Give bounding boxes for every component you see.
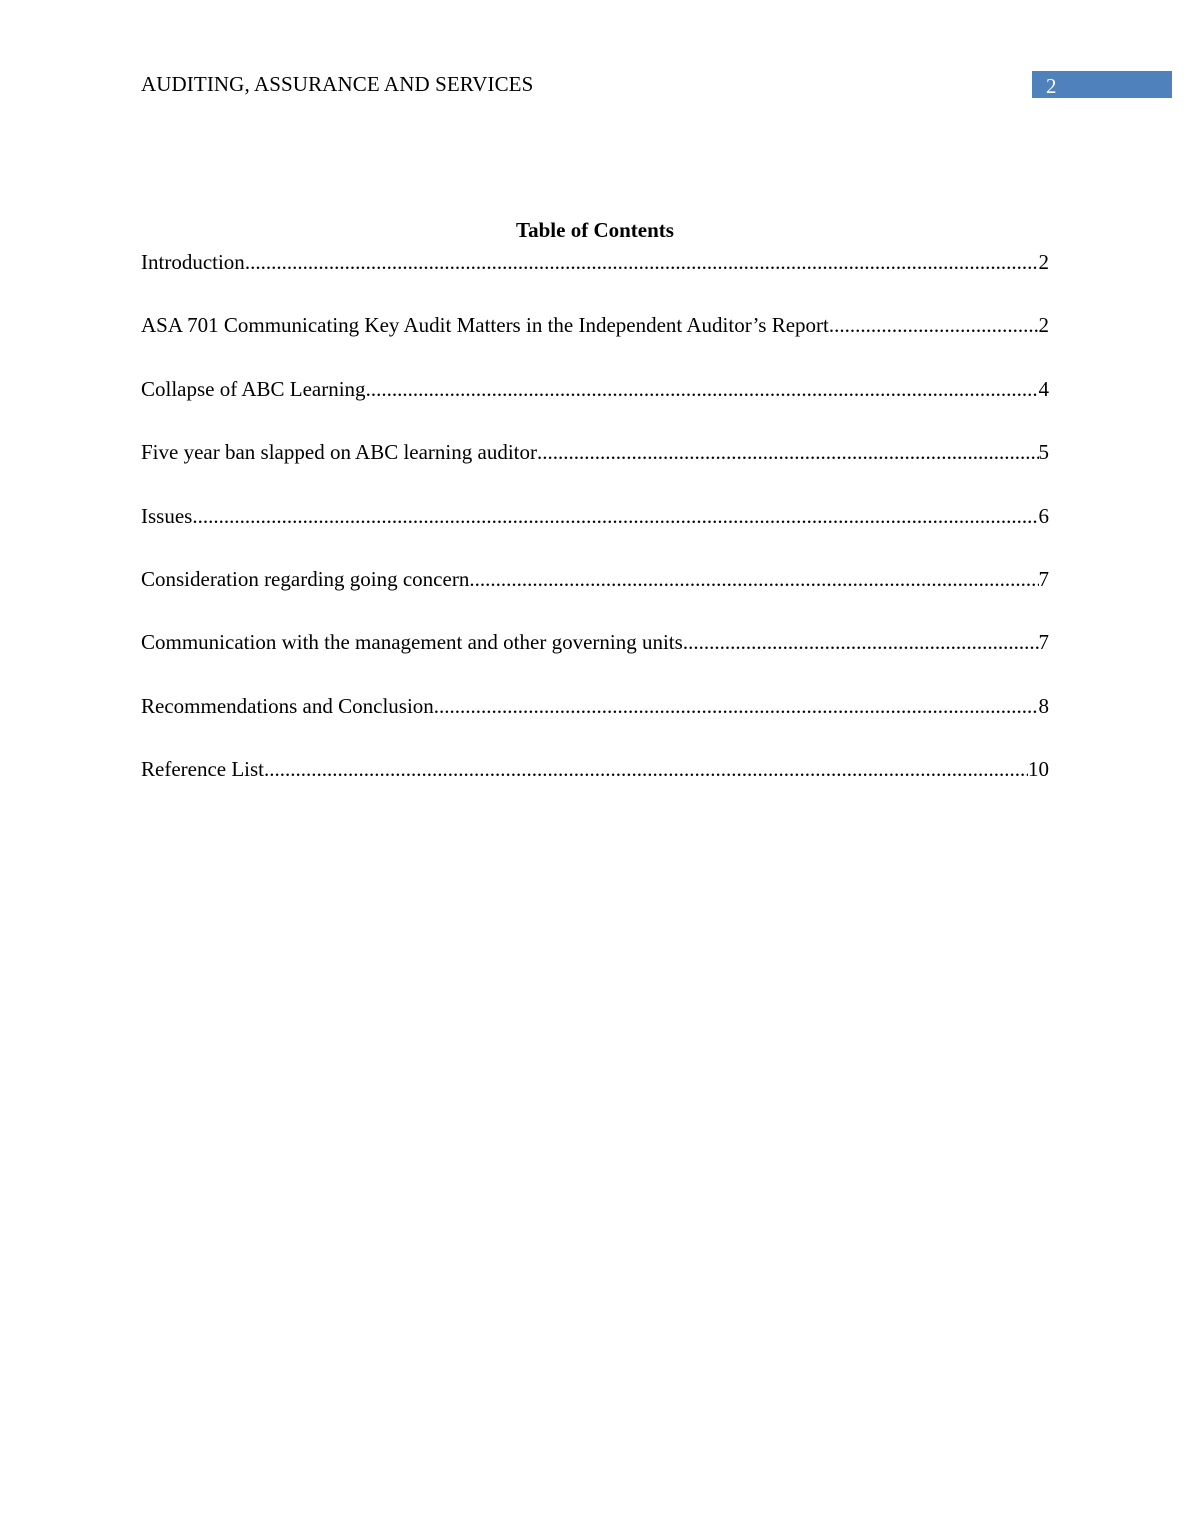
toc-entry-page: 10: [1028, 757, 1049, 782]
toc-dot-leader: [264, 755, 1028, 783]
toc-list: [141, 248, 1049, 819]
toc-entry-label: Reference List: [141, 757, 265, 782]
toc-entry-page: 7: [1038, 630, 1049, 655]
toc-dot-leader: [245, 248, 1039, 276]
toc-entry-page: 8: [1038, 693, 1049, 718]
toc-entry-recommendations[interactable]: [141, 692, 1049, 755]
toc-entry-label: Consideration regarding going concern: [141, 566, 470, 591]
toc-entry-label: Five year ban slapped on ABC learning auditor: [141, 440, 537, 465]
toc-entry-page: 2: [1038, 250, 1049, 274]
toc-entry-reference-list[interactable]: [141, 755, 1049, 818]
toc-entry-label: Introduction: [141, 250, 245, 274]
toc-dot-leader: [192, 502, 1038, 530]
toc-entry-page: 7: [1038, 566, 1049, 591]
toc-entry-asa-701[interactable]: [141, 311, 1049, 374]
running-head: AUDITING, ASSURANCE AND SERVICES: [141, 72, 534, 96]
toc-entry-label: ASA 701 Communicating Key Audit Matters in the Independent Auditor’s Report: [141, 313, 829, 338]
toc-entry-introduction[interactable]: [141, 248, 1049, 311]
toc-title: Table of Contents: [516, 218, 674, 242]
toc-dot-leader: [434, 692, 1039, 720]
toc-entry-communication[interactable]: [141, 628, 1049, 691]
toc-entry-page: 2: [1038, 313, 1049, 338]
page-number-badge: [1032, 71, 1172, 98]
toc-entry-collapse-of-abc-learning[interactable]: [141, 375, 1049, 438]
page-number: 2: [1046, 74, 1057, 98]
toc-dot-leader: [829, 311, 1039, 339]
toc-entry-label: Communication with the management and other governing units: [141, 630, 683, 655]
toc-entry-five-year-ban[interactable]: [141, 438, 1049, 501]
toc-entry-label: Issues: [141, 503, 193, 528]
toc-dot-leader: [366, 375, 1039, 403]
toc-dot-leader: [683, 628, 1039, 656]
toc-entry-label: Collapse of ABC Learning: [141, 376, 366, 401]
toc-entry-issues[interactable]: [141, 502, 1049, 565]
toc-dot-leader: [469, 565, 1038, 593]
toc-entry-page: 5: [1038, 440, 1049, 465]
toc-entry-page: 4: [1038, 376, 1049, 401]
toc-entry-label: Recommendations and Conclusion: [141, 693, 434, 718]
toc-entry-going-concern[interactable]: [141, 565, 1049, 628]
toc-dot-leader: [537, 438, 1039, 466]
toc-entry-page: 6: [1038, 503, 1049, 528]
